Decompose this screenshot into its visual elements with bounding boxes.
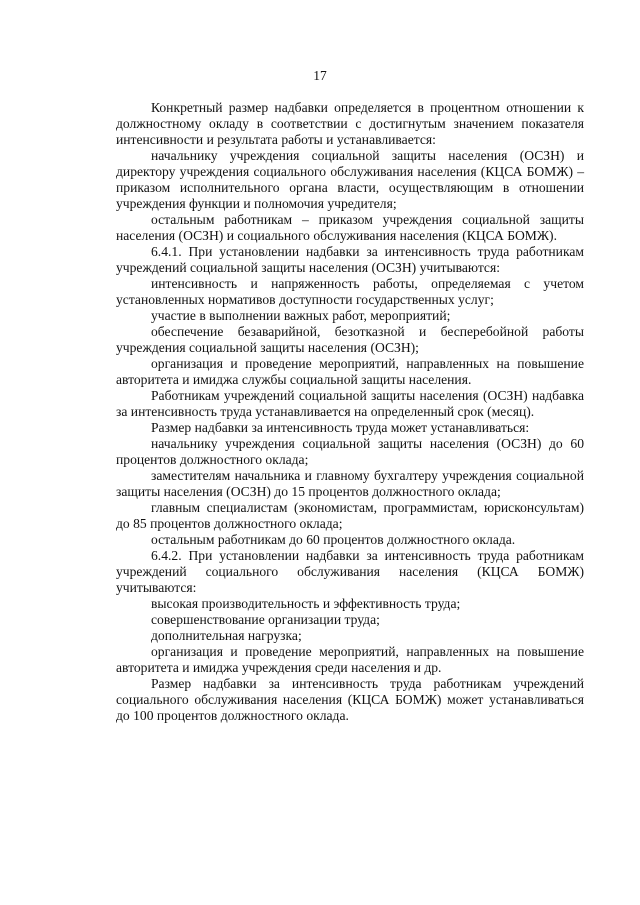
paragraph: 6.4.2. При установлении надбавки за интенсивность труда работникам учреждений социального обслуживания населения (КЦСА БОМЖ) учитываются: [116,548,584,595]
paragraph: совершенствование организации труда; [151,612,380,627]
document-body [116,100,584,724]
paragraph: организация и проведение мероприятий, направленных на повышение авторитета и имиджа учреждения среди населения и др. [116,644,584,675]
paragraph: Размер надбавки за интенсивность труда работникам учреждений социального обслуживания населения (КЦСА БОМЖ) может устанавливаться до 100 процентов должностного оклада. [116,676,584,723]
paragraph: участие в выполнении важных работ, мероприятий; [151,308,451,323]
paragraph: Конкретный размер надбавки определяется в процентном отношении к должностному окладу в соответствии с достигнутым значением показателя интенсивности и результата работы и устанавливается: [116,100,584,147]
paragraph: остальным работникам – приказом учреждения социальной защиты населения (ОСЗН) и социального обслуживания населения (КЦСА БОМЖ). [116,212,584,243]
paragraph: главным специалистам (экономистам, программистам, юрисконсультам) до 85 процентов должностного оклада; [116,500,584,531]
paragraph: 6.4.1. При установлении надбавки за интенсивность труда работникам учреждений социальной защиты населения (ОСЗН) учитываются: [116,244,584,275]
paragraph: начальнику учреждения социальной защиты населения (ОСЗН) и директору учреждения социального обслуживания населения (КЦСА БОМЖ) – приказом исполнительного органа власти, осуществляющим в отношении учреждения функции и полномочия учредителя; [116,148,584,211]
paragraph: начальнику учреждения социальной защиты населения (ОСЗН) до 60 процентов должностного оклада; [116,436,584,467]
paragraph: организация и проведение мероприятий, направленных на повышение авторитета и имиджа службы социальной защиты населения. [116,356,584,387]
page-number: 17 [313,68,327,83]
paragraph: Работникам учреждений социальной защиты населения (ОСЗН) надбавка за интенсивность труда устанавливается на определенный срок (месяц). [116,388,584,419]
paragraph: Размер надбавки за интенсивность труда может устанавливаться: [151,420,530,435]
paragraph: остальным работникам до 60 процентов должностного оклада. [151,532,516,547]
paragraph: дополнительная нагрузка; [151,628,302,643]
paragraph: заместителям начальника и главному бухгалтеру учреждения социальной защиты населения (ОСЗН) до 15 процентов должностного оклада; [116,468,584,499]
paragraph: обеспечение безаварийной, безотказной и бесперебойной работы учреждения социальной защиты населения (ОСЗН); [116,324,584,355]
paragraph: высокая производительность и эффективность труда; [151,596,461,611]
paragraph: интенсивность и напряженность работы, определяемая с учетом установленных нормативов доступности государственных услуг; [116,276,584,307]
